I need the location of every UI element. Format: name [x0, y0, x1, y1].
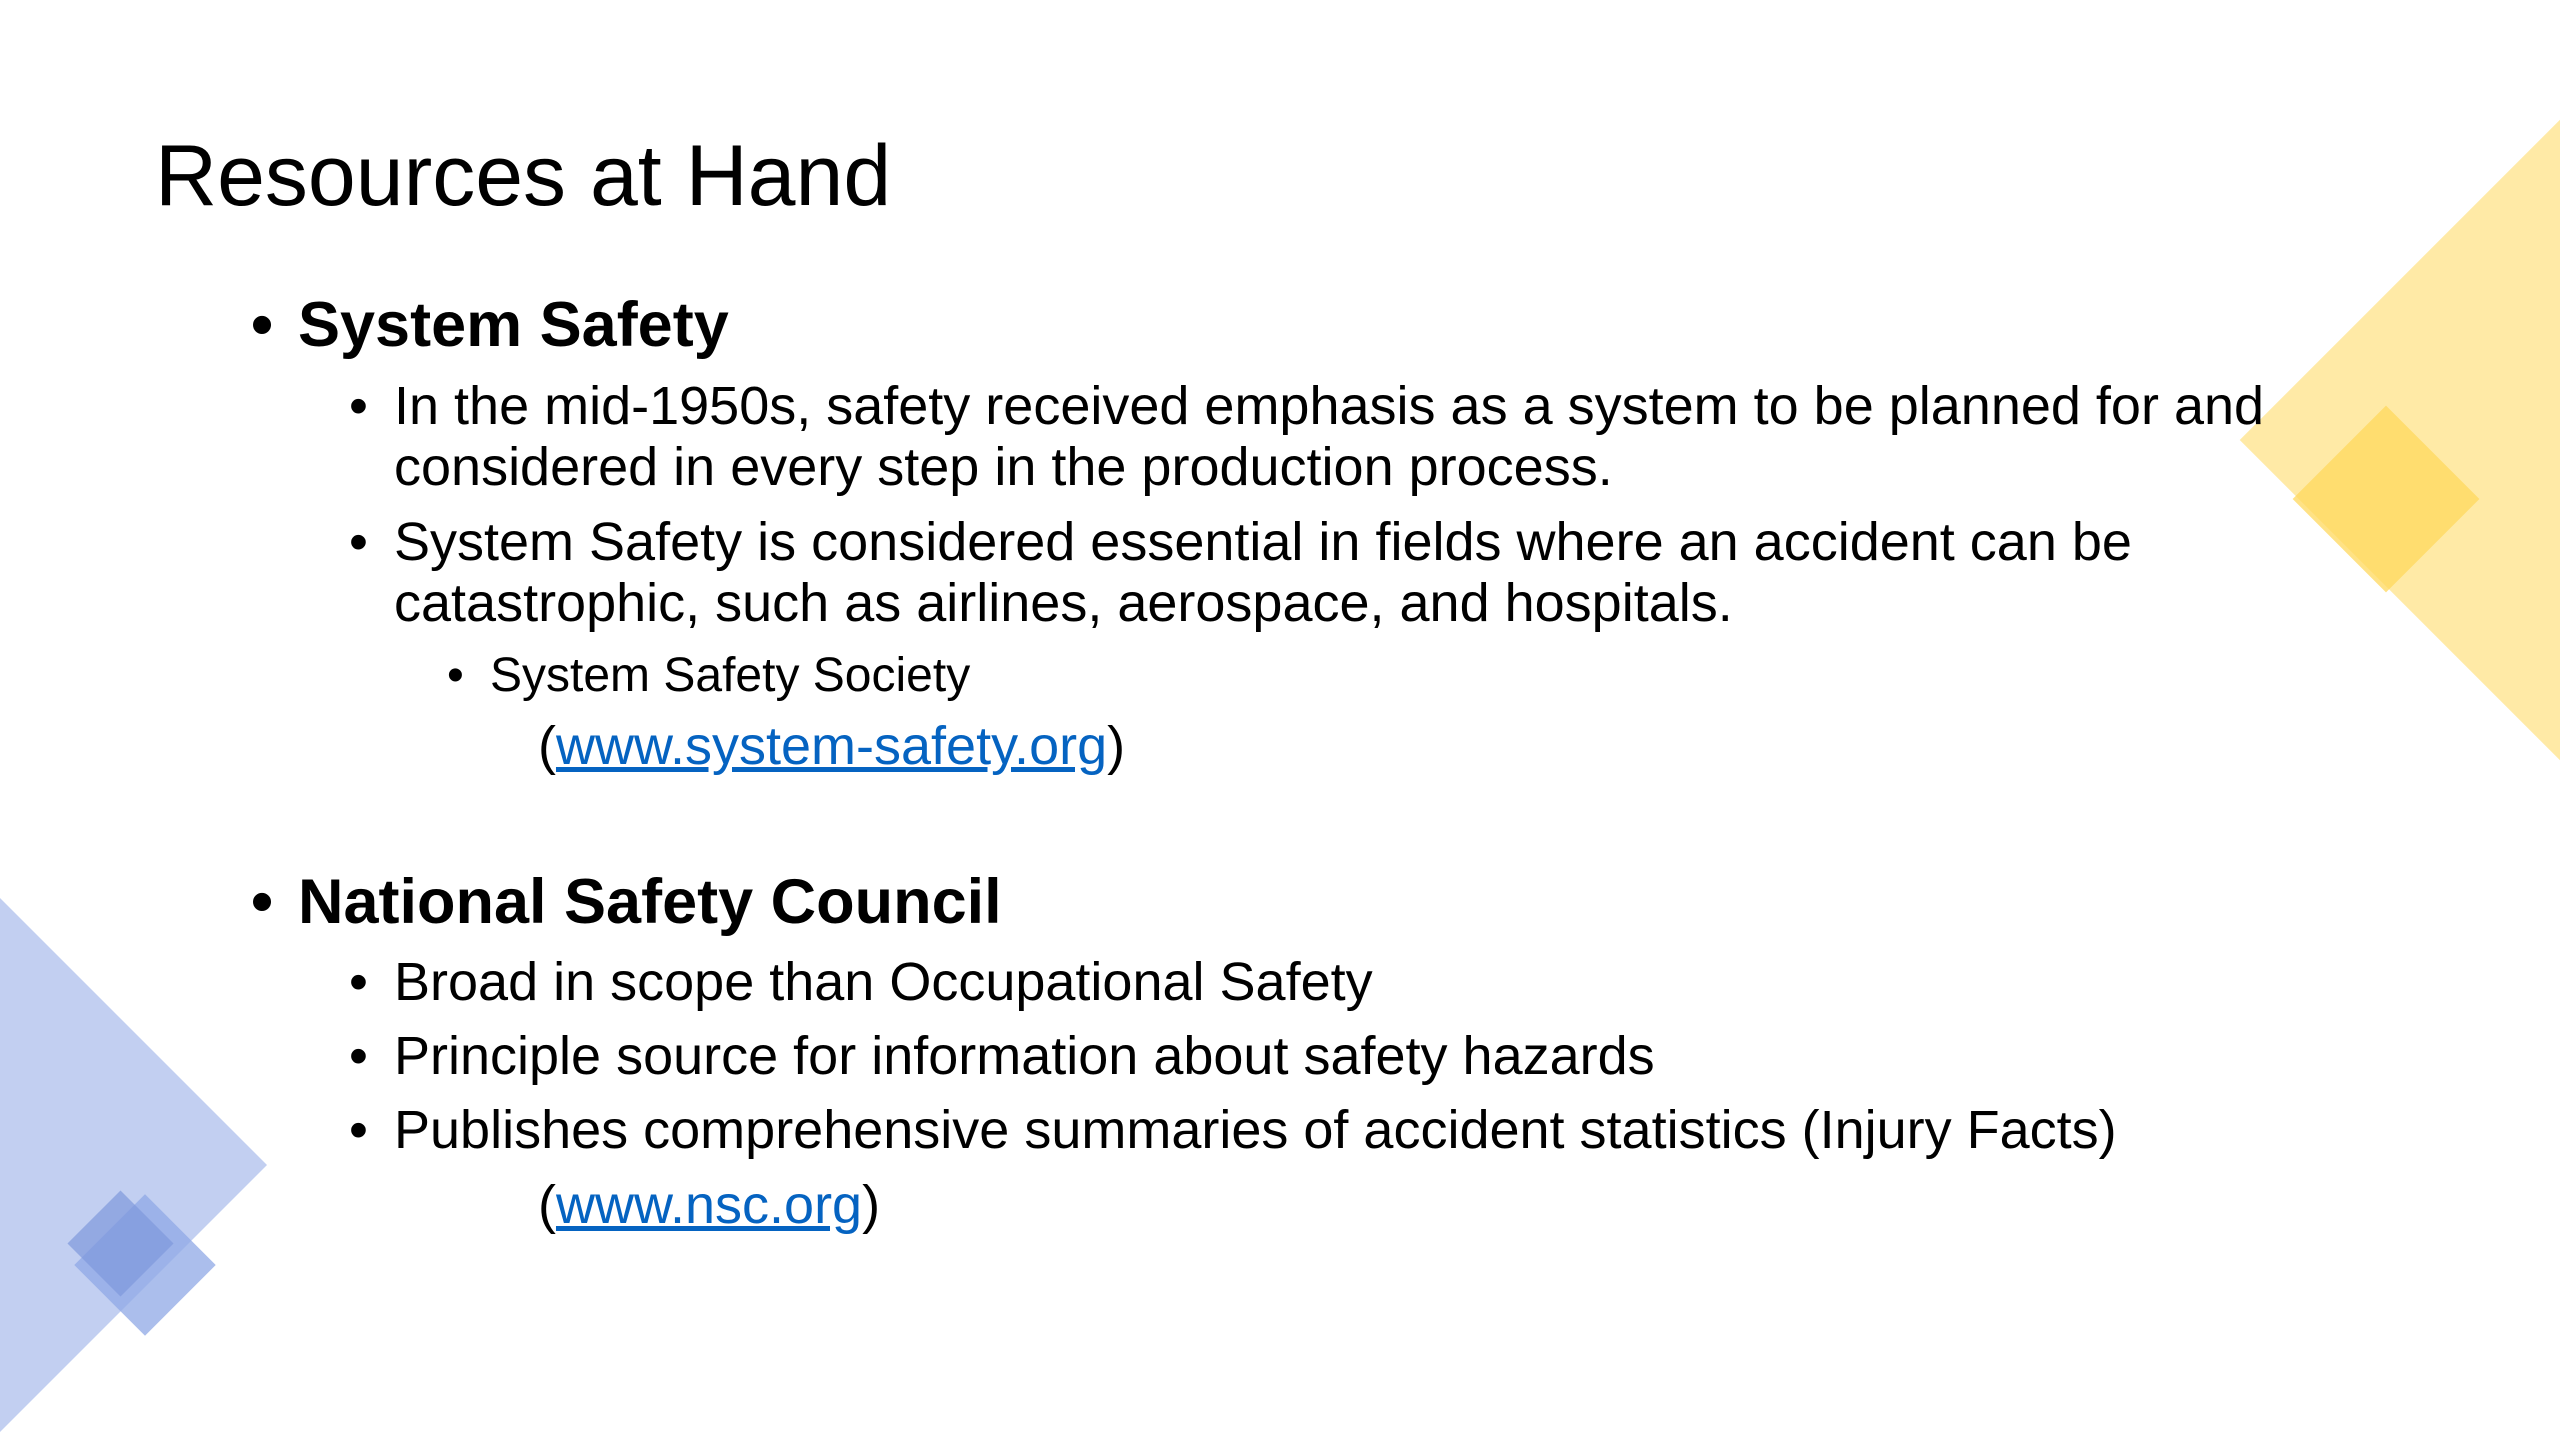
- system-safety-link-line: [538, 714, 1125, 779]
- bullet-text: Publishes comprehensive summaries of accident statistics (Injury Facts): [394, 1100, 2117, 1160]
- sub-bullet-system-safety-society: [447, 647, 971, 705]
- heading-text: System Safety: [298, 290, 729, 360]
- bullet-glyph: •: [251, 867, 274, 937]
- bullet-text: Broad in scope than Occupational Safety: [394, 952, 1373, 1012]
- bullet-text-line2: catastrophic, such as airlines, aerospace, and hospitals.: [394, 573, 1733, 633]
- system-safety-link[interactable]: www.system-safety.org: [555, 716, 1108, 776]
- bullet-text-line1: In the mid-1950s, safety received emphasis as a system to be planned for and: [394, 376, 2265, 436]
- paren-close: ): [1107, 716, 1126, 776]
- bullet-system-safety-history: [349, 376, 2265, 498]
- bullet-system-safety-essential: [349, 512, 2132, 634]
- bullet-text: Principle source for information about safety hazards: [394, 1026, 1655, 1086]
- blue-diamond-large: [0, 868, 267, 1440]
- nsc-link-line: [538, 1173, 880, 1238]
- nsc-link[interactable]: www.nsc.org: [555, 1175, 863, 1235]
- section-heading-national-safety-council: [251, 865, 1002, 941]
- bullet-text-line2: considered in every step in the production process.: [394, 437, 1613, 497]
- paren-open: (: [538, 1175, 556, 1235]
- sub-bullet-text: System Safety Society: [490, 649, 971, 702]
- bullet-glyph: •: [349, 1026, 368, 1086]
- paren-open: (: [538, 716, 556, 776]
- bullet-glyph: •: [251, 290, 274, 360]
- bullet-nsc-scope: [349, 952, 1373, 1013]
- bullet-glyph: •: [349, 1100, 368, 1160]
- bullet-nsc-publishes: [349, 1100, 2117, 1161]
- bullet-text-line1: System Safety is considered essential in fields where an accident can be: [394, 512, 2132, 572]
- bullet-glyph: •: [447, 649, 464, 702]
- bullet-glyph: •: [349, 512, 368, 572]
- bullet-glyph: •: [349, 952, 368, 1012]
- section-heading-system-safety: [251, 288, 729, 364]
- bullet-nsc-source: [349, 1026, 1655, 1087]
- heading-text: National Safety Council: [298, 867, 1002, 937]
- bullet-glyph: •: [349, 376, 368, 436]
- slide-title: Resources at Hand: [155, 128, 892, 224]
- paren-close: ): [862, 1175, 881, 1235]
